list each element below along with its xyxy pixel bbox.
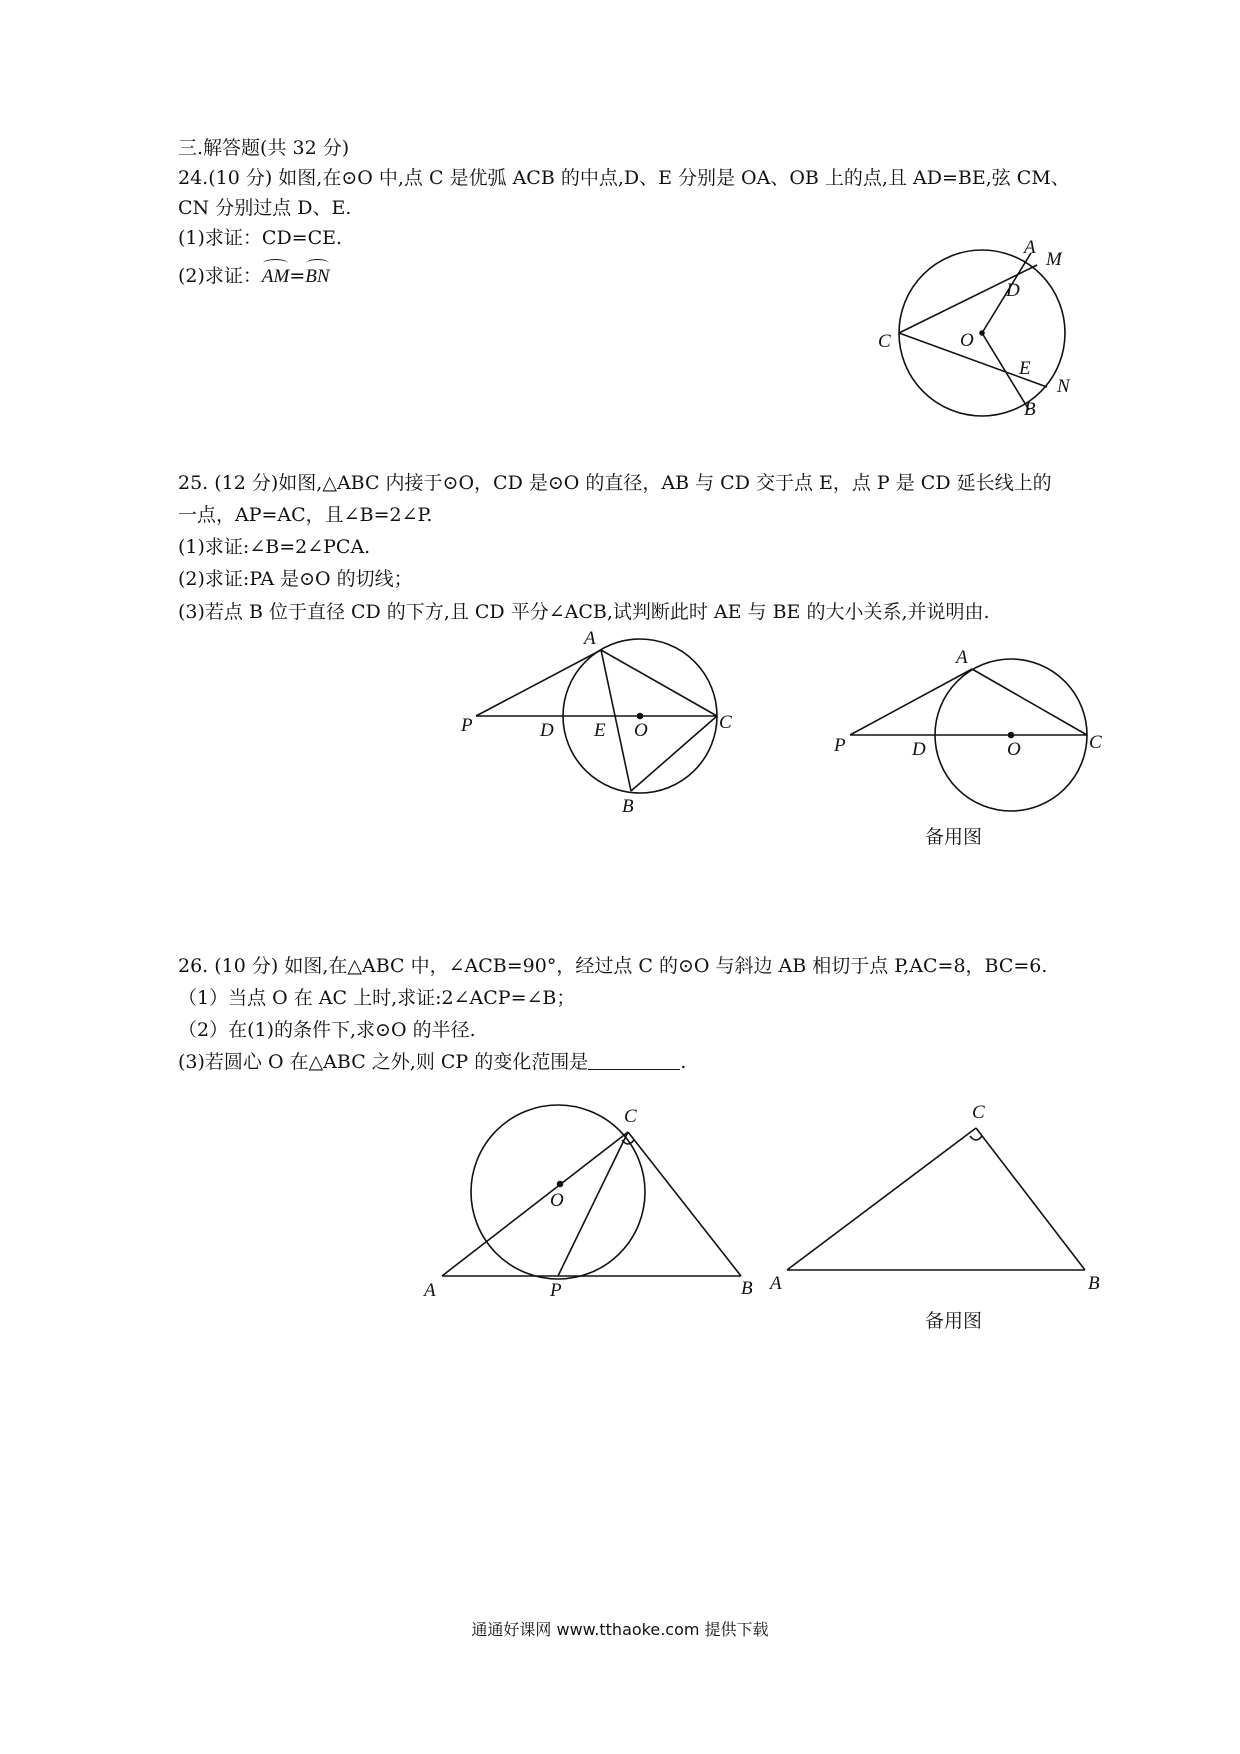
- q25-main-label-p: P: [461, 715, 473, 736]
- q24-part2-prefix: (2)求证：: [178, 265, 262, 287]
- q25-backup-label-p: P: [834, 735, 846, 756]
- q26-backup-label-b: B: [1088, 1273, 1100, 1294]
- q26-main-label-o: O: [550, 1190, 564, 1211]
- q26-main-label-b: B: [741, 1278, 753, 1299]
- q26-backup-line-ac: [787, 1128, 976, 1270]
- q25-main-label-a: A: [584, 628, 596, 649]
- q26-backup-label-a: A: [770, 1273, 782, 1294]
- q24-text-line2: CN 分别过点 D、E.: [178, 197, 352, 219]
- section-title: 三.解答题(共 32 分): [178, 137, 350, 159]
- q26-backup-line-bc: [976, 1128, 1085, 1270]
- q24-equals: =: [289, 265, 306, 287]
- q24-arc-bn: BN: [305, 266, 330, 287]
- q25-main-label-o: O: [634, 720, 648, 741]
- q26-part3-suffix: .: [680, 1051, 687, 1073]
- q24-text-line1: 24.(10 分) 如图,在⊙O 中,点 C 是优弧 ACB 的中点,D、E 分别是 OA、OB 上的点,且 AD=BE,弦 CM、: [178, 167, 1070, 189]
- q25-part3: (3)若点 B 位于直径 CD 的下方,且 CD 平分∠ACB,试判断此时 AE 与 BE 的大小关系,并说明由.: [178, 601, 990, 623]
- q26-main-label-c: C: [624, 1106, 637, 1127]
- q25-backup-label-o: O: [1007, 739, 1021, 760]
- q25-main-label-e: E: [594, 720, 606, 741]
- q26-main-label-a: A: [424, 1280, 436, 1301]
- q25-main-label-d: D: [540, 720, 554, 741]
- q25-main-label-b: B: [622, 796, 634, 817]
- q24-label-a: A: [1024, 237, 1036, 258]
- q26-part2: （2）在(1)的条件下,求⊙O 的半径.: [178, 1019, 476, 1041]
- q26-backup-label-c: C: [972, 1102, 985, 1123]
- q26-part3-prefix: (3)若圆心 O 在△ABC 之外,则 CP 的变化范围是: [178, 1051, 589, 1073]
- q25-part2: (2)求证:PA 是⊙O 的切线；: [178, 568, 413, 590]
- q24-label-e: E: [1019, 358, 1031, 379]
- q25-backup-caption: 备用图: [925, 826, 983, 848]
- q24-label-m: M: [1046, 249, 1062, 270]
- q24-part1: (1)求证：CD=CE.: [178, 227, 343, 249]
- q26-main-label-p: P: [550, 1280, 562, 1301]
- q24-label-b: B: [1024, 399, 1036, 420]
- q25-backup-label-c: C: [1089, 732, 1102, 753]
- q26-text-line1: 26. (10 分) 如图,在△ABC 中，∠ACB=90°，经过点 C 的⊙O 与斜边 AB 相切于点 P,AC=8，BC=6.: [178, 955, 1048, 977]
- q26-part1: （1）当点 O 在 AC 上时,求证:2∠ACP=∠B；: [178, 987, 576, 1009]
- q25-backup-label-d: D: [912, 739, 926, 760]
- q24-label-o: O: [960, 330, 974, 351]
- q25-part1: (1)求证:∠B=2∠PCA.: [178, 536, 371, 558]
- q25-main-label-c: C: [719, 712, 732, 733]
- q26-backup-right-angle: [970, 1136, 982, 1140]
- q24-label-n: N: [1057, 376, 1070, 397]
- q24-label-d: D: [1006, 280, 1020, 301]
- q25-backup-label-a: A: [956, 647, 968, 668]
- q24-arc-am: AM: [261, 266, 290, 287]
- q24-label-c: C: [878, 331, 891, 352]
- q25-text-line2: 一点，AP=AC，且∠B=2∠P.: [178, 504, 433, 526]
- footer-source: 通通好课网 www.tthaoke.com 提供下载: [471, 1620, 769, 1639]
- q26-backup-caption: 备用图: [925, 1310, 983, 1332]
- q25-text-line1: 25. (12 分)如图,△ABC 内接于⊙O，CD 是⊙O 的直径，AB 与 CD 交于点 E，点 P 是 CD 延长线上的: [178, 472, 1052, 494]
